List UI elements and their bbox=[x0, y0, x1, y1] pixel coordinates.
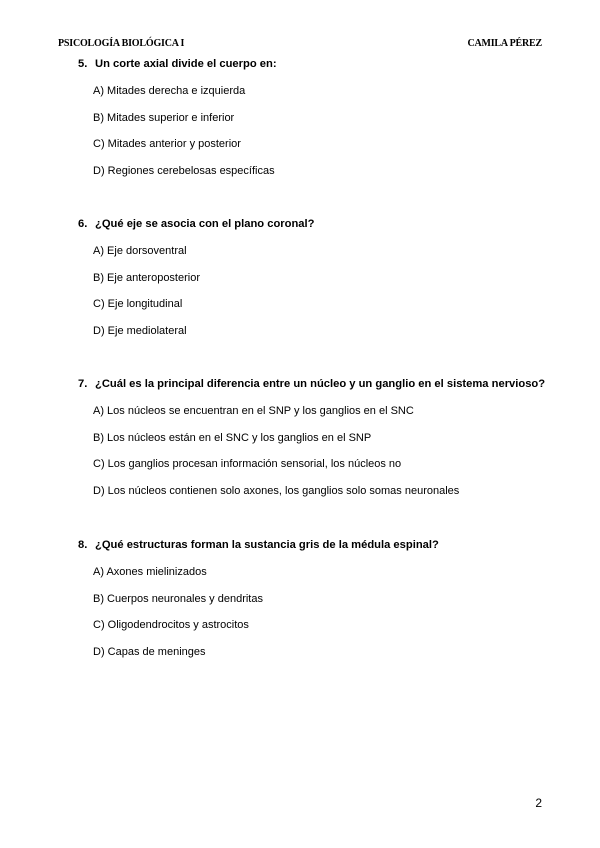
question-number: 7. bbox=[78, 378, 88, 390]
question-6 bbox=[78, 216, 558, 339]
option-a: A) Los núcleos se encuentran en el SNP y los ganglios en el SNC bbox=[93, 405, 414, 417]
page-number: 2 bbox=[535, 796, 542, 810]
option-d: D) Eje mediolateral bbox=[93, 324, 187, 337]
question-7 bbox=[78, 376, 558, 499]
question-8 bbox=[78, 537, 558, 660]
question-title bbox=[78, 537, 558, 553]
question-number: 8. bbox=[78, 539, 88, 551]
option-d: D) Regiones cerebelosas específicas bbox=[93, 164, 275, 177]
question-title bbox=[78, 216, 558, 232]
question-number: 5. bbox=[78, 58, 88, 70]
option-b: B) Mitades superior e inferior bbox=[93, 111, 235, 124]
question-title bbox=[78, 56, 558, 72]
question-title bbox=[78, 376, 558, 392]
option-c: C) Oligodendrocitos y astrocitos bbox=[93, 619, 249, 631]
question-text: ¿Cuál es la principal diferencia entre un núcleo y un ganglio en el sistema nervioso? bbox=[95, 378, 546, 390]
option-d: D) Capas de meninges bbox=[93, 645, 206, 658]
option-b: B) Los núcleos están en el SNC y los ganglios en el SNP bbox=[93, 431, 372, 444]
option-d: D) Los núcleos contienen solo axones, los ganglios solo somas neuronales bbox=[93, 484, 460, 497]
question-text: ¿Qué eje se asocia con el plano coronal? bbox=[95, 218, 315, 230]
option-a: A) Eje dorsoventral bbox=[93, 245, 187, 257]
option-a: A) Mitades derecha e izquierda bbox=[93, 85, 246, 97]
option-b: B) Eje anteroposterior bbox=[93, 271, 200, 284]
question-text: Un corte axial divide el cuerpo en: bbox=[95, 58, 277, 70]
question-number: 6. bbox=[78, 218, 88, 230]
option-c: C) Eje longitudinal bbox=[93, 298, 183, 310]
question-text: ¿Qué estructuras forman la sustancia gris de la médula espinal? bbox=[95, 539, 439, 551]
header-author-name: CAMILA PÉREZ bbox=[467, 38, 542, 49]
option-b: B) Cuerpos neuronales y dendritas bbox=[93, 592, 263, 605]
question-5 bbox=[78, 56, 558, 179]
option-c: C) Mitades anterior y posterior bbox=[93, 138, 241, 150]
option-a: A) Axones mielinizados bbox=[93, 566, 207, 578]
header-course-title: PSICOLOGÍA BIOLÓGICA I bbox=[58, 38, 185, 49]
option-c: C) Los ganglios procesan información sensorial, los núcleos no bbox=[93, 458, 402, 470]
